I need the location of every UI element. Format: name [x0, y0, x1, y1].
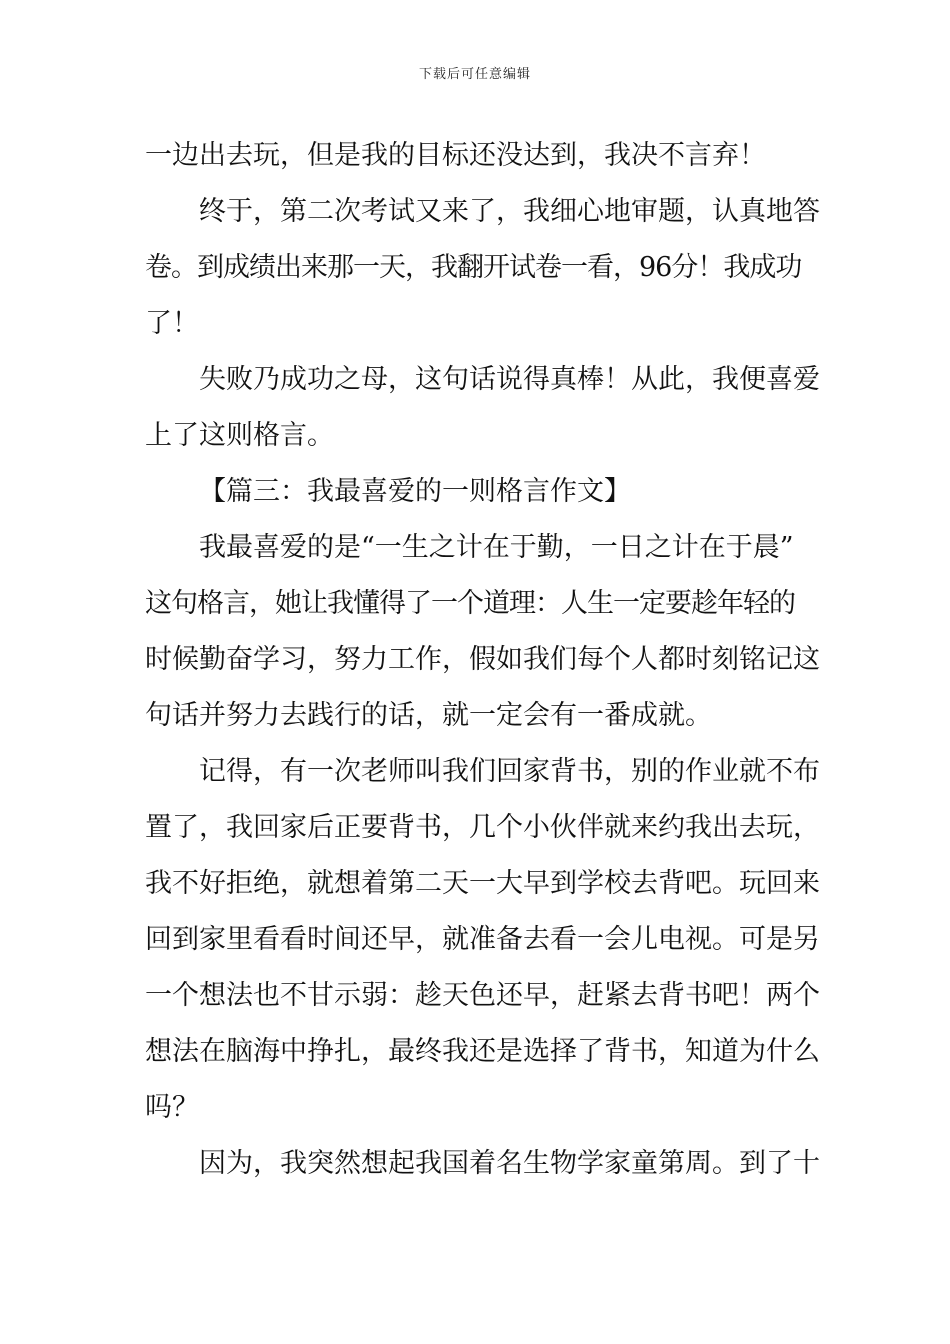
text-line: 了！: [145, 308, 199, 339]
section-heading: 【篇三：我最喜爱的一则格言作文】: [199, 476, 631, 507]
paragraph-start-line: 终于，第二次考试又来了，我细心地审题，认真地答: [199, 196, 820, 227]
text-line: 一边出去玩，但是我的目标还没达到，我决不言弃！: [145, 140, 766, 171]
paragraph-start-line: 我最喜爱的是“一生之计在于勤，一日之计在于晨”: [199, 532, 794, 563]
page-header: 下载后可任意编辑: [418, 67, 531, 82]
document-body: [145, 128, 820, 1192]
text-line: 卷。到成绩出来那一天，我翻开试卷一看，96分！我成功: [145, 252, 802, 283]
text-line: 置了，我回家后正要背书，几个小伙伴就来约我出去玩，: [145, 812, 820, 843]
paragraph-start-line: 失败乃成功之母，这句话说得真棒！从此，我便喜爱: [199, 364, 820, 395]
text-line: 这句格言，她让我懂得了一个道理：人生一定要趁年轻的: [145, 588, 795, 619]
text-line: 回到家里看看时间还早，就准备去看一会儿电视。可是另: [145, 924, 820, 955]
text-line: 上了这则格言。: [145, 420, 334, 451]
text-line: 吗？: [145, 1092, 199, 1123]
paragraph-start-line: 记得，有一次老师叫我们回家背书，别的作业就不布: [199, 756, 820, 787]
text-line: 时候勤奋学习，努力工作，假如我们每个人都时刻铭记这: [145, 644, 820, 675]
text-line: 我不好拒绝，就想着第二天一大早到学校去背吧。玩回来: [145, 868, 820, 899]
text-line: 想法在脑海中挣扎，最终我还是选择了背书，知道为什么: [145, 1036, 820, 1067]
paragraph-start-line: 因为，我突然想起我国着名生物学家童第周。到了十: [199, 1148, 820, 1179]
text-line: 一个想法也不甘示弱：趁天色还早，赶紧去背书吧！两个: [145, 980, 820, 1011]
text-line: 句话并努力去践行的话，就一定会有一番成就。: [145, 700, 712, 731]
